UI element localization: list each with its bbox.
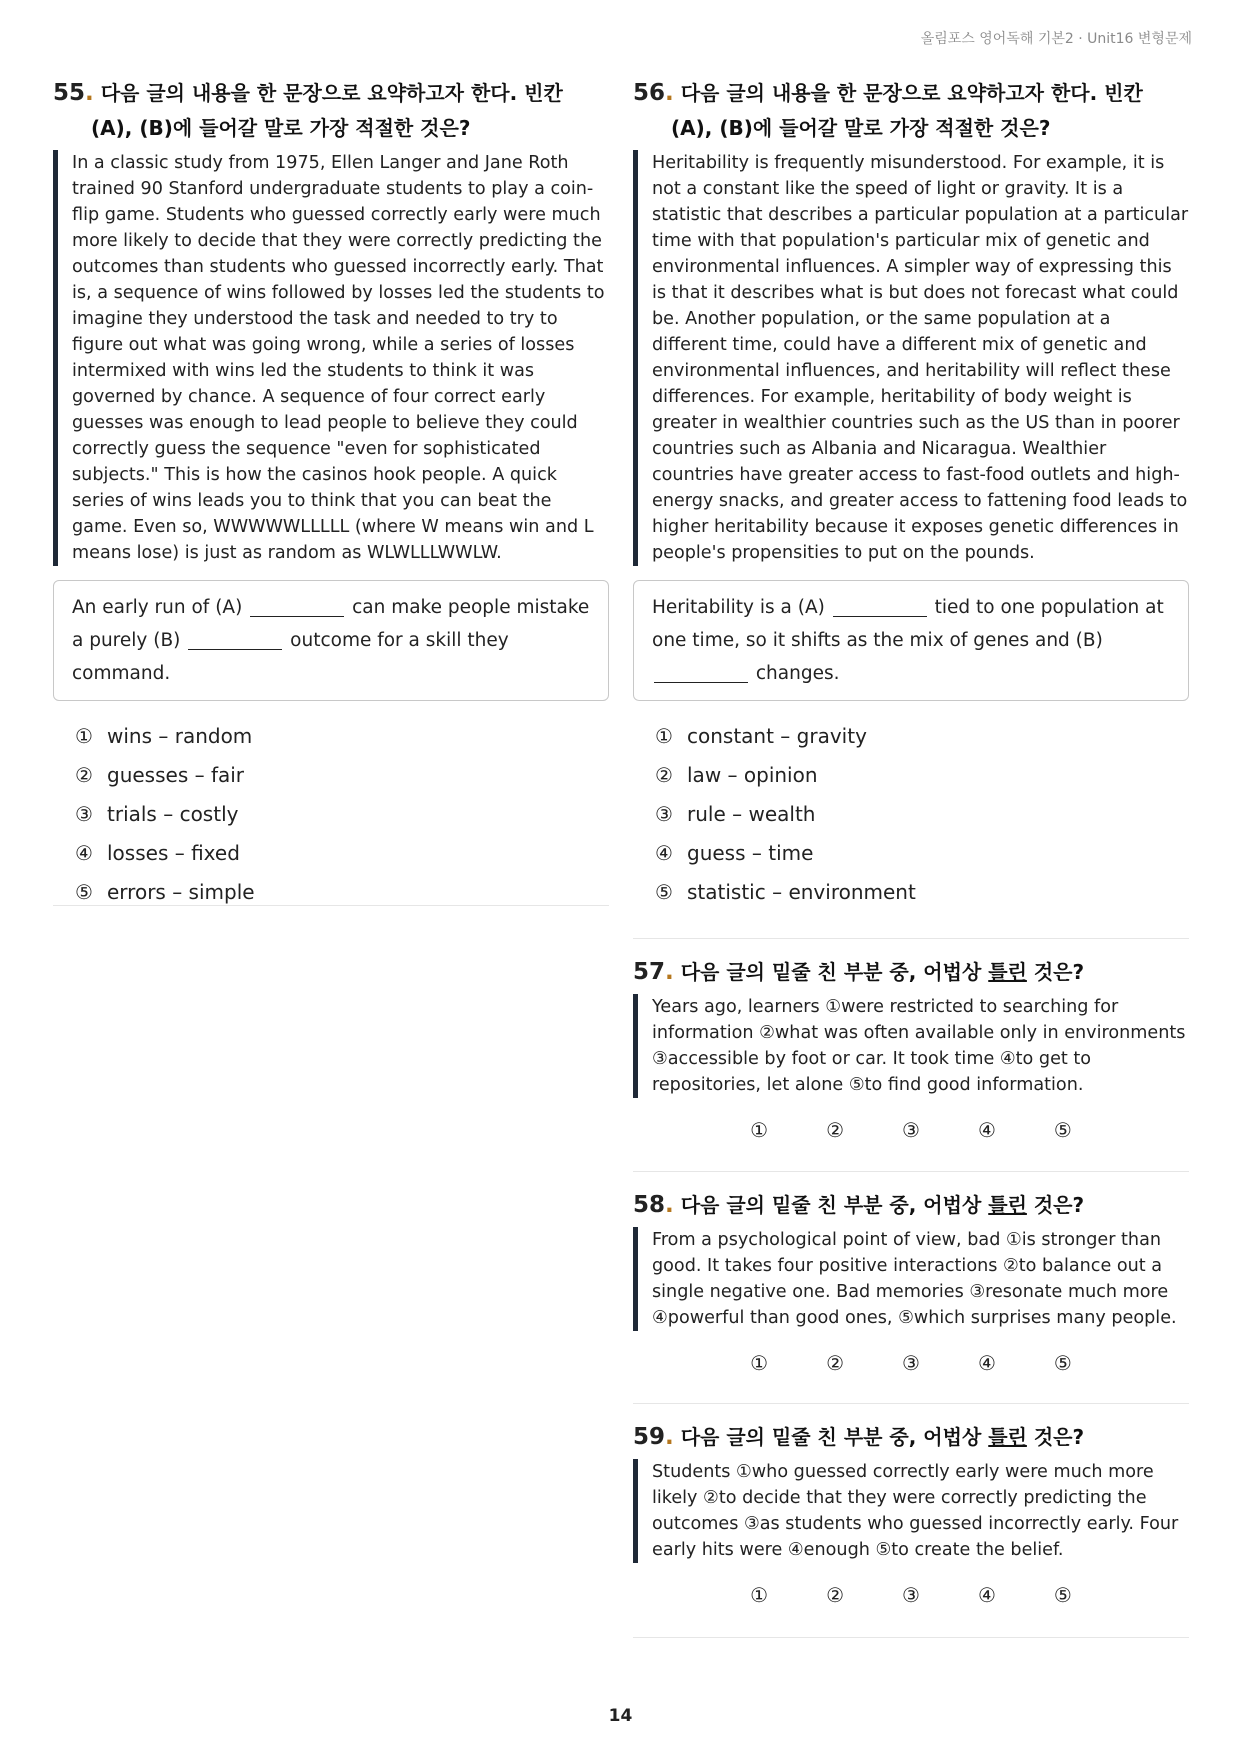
choice-2[interactable]: ② (826, 1118, 845, 1142)
passage: In a classic study from 1975, Ellen Langer and Jane Roth trained 90 Stanford undergraduate students to play a coin-flip game. Students who guessed correctly early were much more likely to decide that they were correctly predicting the outcomes than students who guessed incorrectly early. That is, a sequence of wins followed by losses led the students to imagine they understood the task and needed to try to figure out what was going wrong, while a series of losses intermixed with wins led the students to think it was governed by chance. A sequence of four correct early guesses was enough to lead people to believe they could correctly guess the sequence "even for sophisticated subjects." This is how the casinos hook people. A quick series of wins leads you to think that you can beat the game. Even so, WWWWWLLLLL (where W means win and L means lose) is just as random as WLWLLLWWLW. (53, 150, 609, 566)
question-prompt: 57. 다음 글의 밑줄 친 부분 중, 어법상 틀린 것은? (633, 959, 1085, 985)
option-2[interactable]: ② guesses – fair (75, 763, 245, 787)
divider (633, 1403, 1189, 1404)
option-2[interactable]: ② law – opinion (655, 763, 818, 787)
page-header: 올림포스 영어독해 기본2 · Unit16 변형문제 (920, 31, 1192, 47)
choice-4[interactable]: ④ (977, 1118, 996, 1142)
question-prompt: 59. 다음 글의 밑줄 친 부분 중, 어법상 틀린 것은? (633, 1424, 1085, 1450)
passage: Heritability is frequently misunderstood. For example, it is not a constant like the speed of light or gravity. It is a statistic that describes a particular population at a particular time with that population's particular mix of genetic and environmental influences. A simpler way of expressing this is that it describes what is but does not forecast what could be. Another population, or the same population at a different time, could have a different mix of genetic and environmental influences, and heritability will reflect these differences. For example, heritability of body weight is greater in wealthier countries such as the US than in poorer countries such as Albania and Nicaragua. Wealthier countries have greater access to fast-food outlets and high-energy snacks, and greater access to fattening food leads to higher heritability because it exposes genetic differences in people's propensities to put on the pounds. (633, 150, 1189, 566)
choice-4[interactable]: ④ (977, 1351, 996, 1375)
question-number: 56 (633, 80, 666, 106)
question-56 (633, 76, 1189, 912)
passage: Students ①who guessed correctly early were much more likely ②to decide that they were correctly predicting the outcomes ③as students who guessed incorrectly early. Four early hits were ④enough ⑤to create the belief. (633, 1459, 1189, 1563)
blank-b (188, 629, 282, 650)
choice-5[interactable]: ⑤ (1053, 1118, 1072, 1142)
blank-a (833, 596, 927, 617)
answer-choices (633, 1351, 1189, 1375)
question-number: 58 (633, 1192, 666, 1218)
answer-options (75, 717, 609, 912)
blank-a (250, 596, 344, 617)
summary-box: An early run of (A) can make people mistake a purely (B) outcome for a skill they command. (53, 580, 609, 701)
passage: Years ago, learners ①were restricted to searching for information ②what was often available only in environments ③accessible by foot or car. It took time ④to get to repositories, let alone ⑤to find good information. (633, 994, 1189, 1098)
option-3[interactable]: ③ trials – costly (75, 802, 239, 826)
divider (633, 1171, 1189, 1172)
choice-2[interactable]: ② (826, 1351, 845, 1375)
answer-choices (633, 1583, 1189, 1607)
option-1[interactable]: ① constant – gravity (655, 724, 867, 748)
option-3[interactable]: ③ rule – wealth (655, 802, 816, 826)
choice-5[interactable]: ⑤ (1053, 1351, 1072, 1375)
question-prompt: 58. 다음 글의 밑줄 친 부분 중, 어법상 틀린 것은? (633, 1192, 1085, 1218)
option-5[interactable]: ⑤ errors – simple (75, 880, 255, 904)
divider (53, 905, 609, 906)
choice-1[interactable]: ① (750, 1583, 769, 1607)
option-4[interactable]: ④ guess – time (655, 841, 814, 865)
option-5[interactable]: ⑤ statistic – environment (655, 880, 916, 904)
choice-3[interactable]: ③ (902, 1583, 920, 1607)
divider (633, 938, 1189, 939)
summary-box: Heritability is a (A) tied to one population at one time, so it shifts as the mix of genes and (B) changes. (633, 580, 1189, 701)
choice-1[interactable]: ① (750, 1118, 769, 1142)
choice-1[interactable]: ① (750, 1351, 769, 1375)
choice-2[interactable]: ② (826, 1583, 845, 1607)
question-58 (633, 1188, 1189, 1375)
page-number: 14 (608, 1706, 633, 1726)
choice-3[interactable]: ③ (902, 1118, 920, 1142)
divider (633, 1637, 1189, 1638)
choice-5[interactable]: ⑤ (1053, 1583, 1072, 1607)
passage: From a psychological point of view, bad ①is stronger than good. It takes four positive interactions ②to balance out a single negative one. Bad memories ③resonate much more ④powerful than good ones, ⑤which surprises many people. (633, 1227, 1189, 1331)
question-prompt: 56. 다음 글의 내용을 한 문장으로 요약하고자 한다. 빈칸 (A), (B)에 들어갈 말로 가장 적절한 것은? (633, 80, 1143, 140)
question-prompt: 55. 다음 글의 내용을 한 문장으로 요약하고자 한다. 빈칸 (A), (B)에 들어갈 말로 가장 적절한 것은? (53, 80, 563, 140)
answer-options (655, 717, 1189, 912)
question-number: 55 (53, 80, 86, 106)
option-4[interactable]: ④ losses – fixed (75, 841, 240, 865)
answer-choices (633, 1118, 1189, 1142)
question-number: 59 (633, 1424, 666, 1450)
question-number: 57 (633, 959, 666, 985)
choice-3[interactable]: ③ (902, 1351, 920, 1375)
choice-4[interactable]: ④ (977, 1583, 996, 1607)
question-55 (53, 76, 609, 912)
option-1[interactable]: ① wins – random (75, 724, 253, 748)
question-57 (633, 955, 1189, 1142)
question-59 (633, 1420, 1189, 1607)
blank-b (654, 662, 748, 683)
